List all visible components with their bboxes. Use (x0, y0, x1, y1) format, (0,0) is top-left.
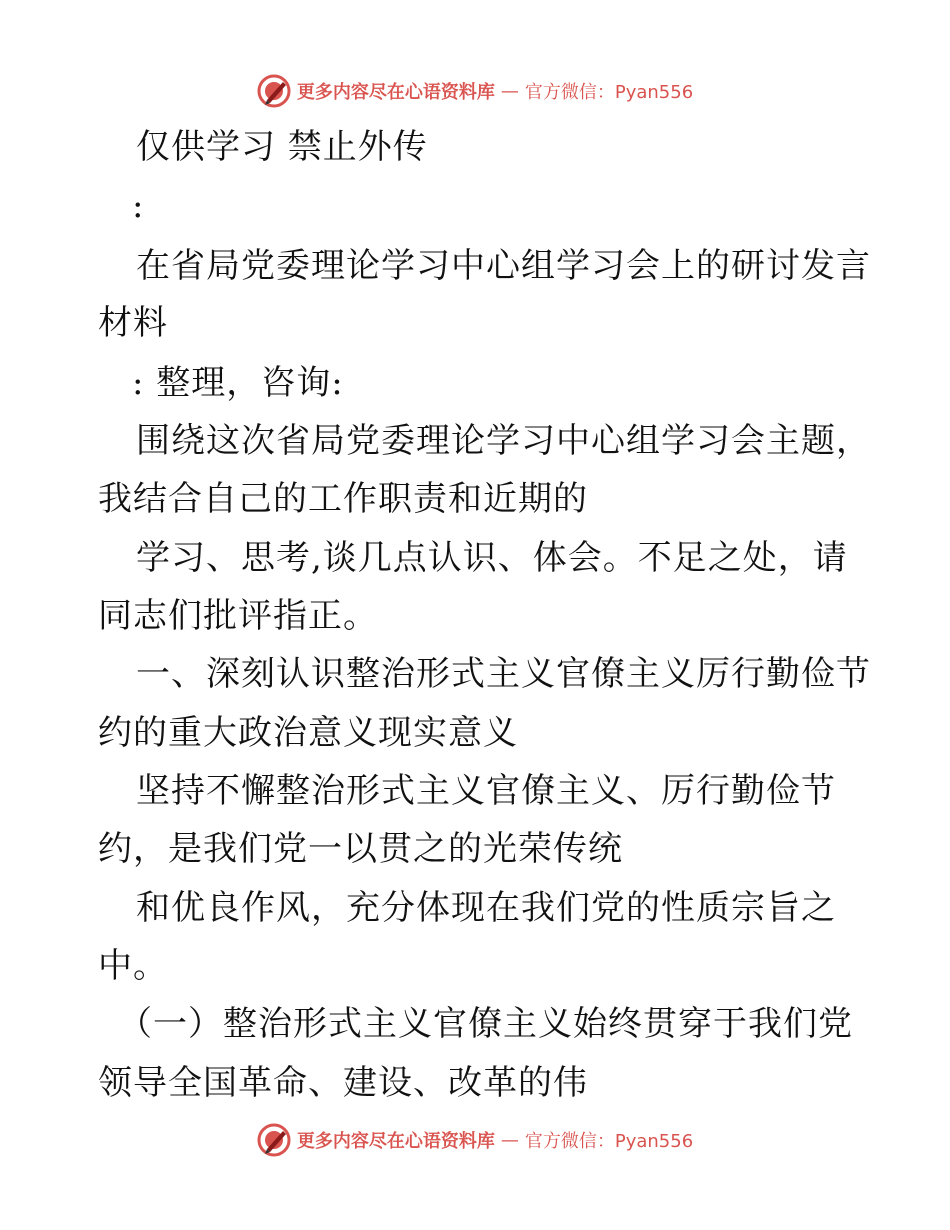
pen-logo-icon (257, 74, 291, 108)
header-banner (0, 71, 950, 111)
doc-line: 和优良作风，充分体现在我们党的性质宗旨之 (136, 888, 836, 928)
banner-separator: — (500, 80, 519, 102)
doc-line: 围绕这次省局党委理论学习中心组学习会主题， (136, 421, 871, 461)
doc-line: 坚持不懈整治形式主义官僚主义、厉行勤俭节 (136, 771, 836, 811)
banner-contact-text: 官方微信：Pyan556 (524, 82, 694, 103)
doc-line: 一、深刻认识整治形式主义官僚主义厉行勤俭节 (136, 654, 871, 694)
doc-line: 学习、思考,谈几点认识、体会。不足之处，请 (136, 538, 848, 578)
doc-line: : 整理，咨询: (132, 363, 344, 403)
banner-contact-text: 官方微信：Pyan556 (524, 1131, 694, 1152)
banner-separator: — (500, 1129, 519, 1151)
banner-brand-text: 更多内容尽在心语资料库 (296, 1131, 495, 1152)
doc-line: 我结合自己的工作职责和近期的 (98, 479, 588, 519)
doc-line: 在省局党委理论学习中心组学习会上的研讨发言 (136, 246, 871, 286)
doc-line: 仅供学习 禁止外传 (136, 127, 428, 167)
doc-line: : (132, 186, 145, 226)
footer-banner (0, 1120, 950, 1160)
doc-line: （一）整治形式主义官僚主义始终贯穿于我们党 (118, 1004, 853, 1044)
pen-logo-icon (257, 1123, 291, 1157)
doc-line: 领导全国革命、建设、改革的伟 (98, 1063, 588, 1103)
doc-line: 中。 (98, 946, 168, 986)
doc-line: 约，是我们党一以贯之的光荣传统 (98, 829, 623, 869)
banner-brand-text: 更多内容尽在心语资料库 (296, 82, 495, 103)
doc-line: 同志们批评指正。 (98, 596, 378, 636)
doc-line: 约的重大政治意义现实意义 (98, 713, 518, 753)
doc-line: 材料 (98, 303, 168, 343)
